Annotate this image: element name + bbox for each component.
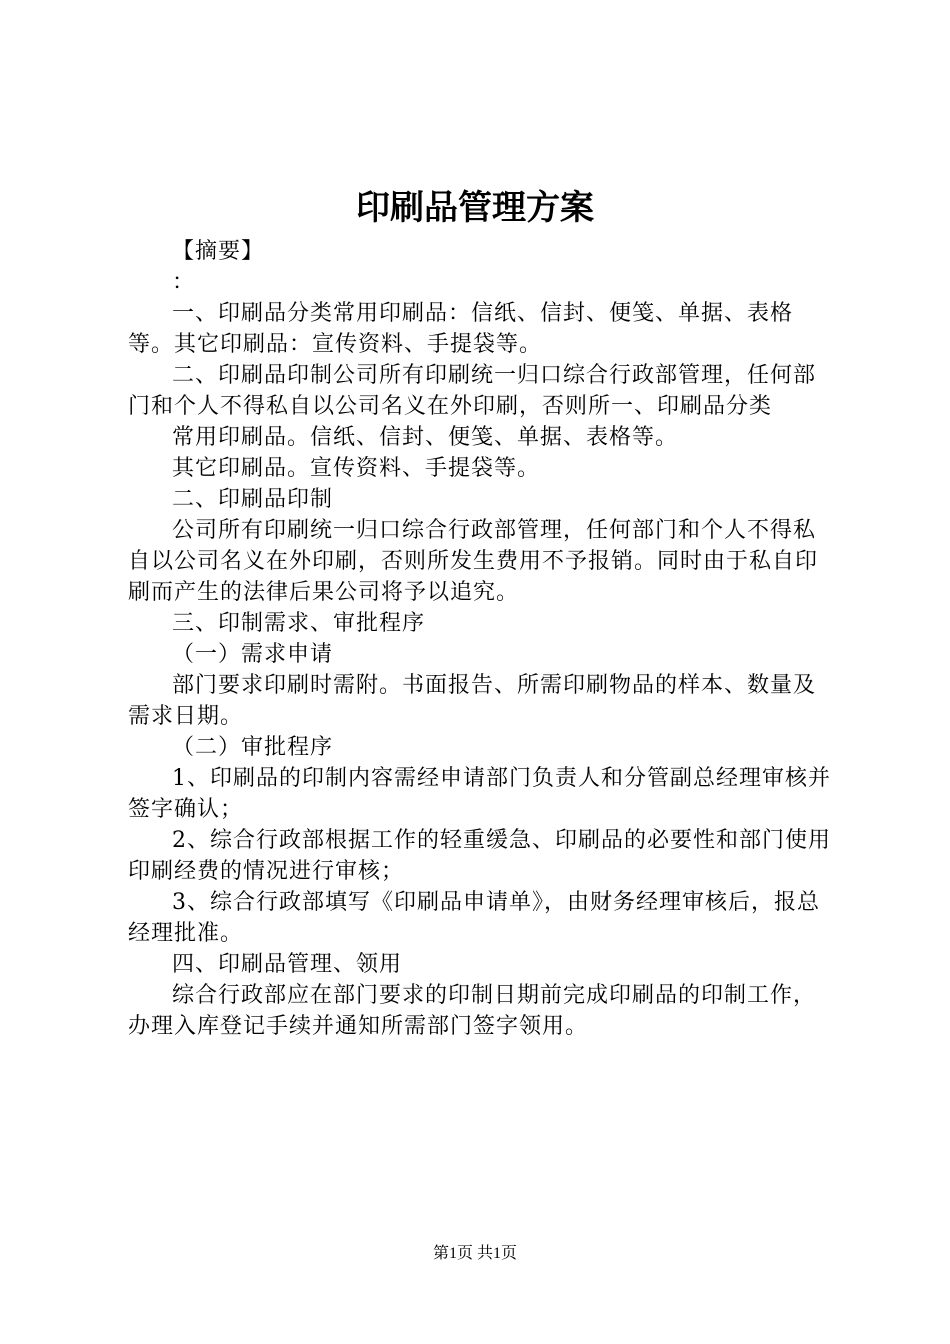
section-heading: 三、印制需求、审批程序 [172, 611, 426, 636]
paragraph: 部门要求印刷时需附。书面报告、所需印刷物品的样本、数量及需求日期。 [128, 673, 817, 729]
list-item: 3、综合行政部填写《印刷品申请单》，由财务经理审核后，报总经理批准。 [128, 890, 820, 946]
section-heading: 二、印刷品印制 [172, 487, 334, 512]
paragraph: 公司所有印刷统一归口综合行政部管理，任何部门和个人不得私自以公司名义在外印刷，否则所发生费用不予报销。同时由于私自印刷而产生的法律后果公司将予以追究。 [128, 518, 819, 605]
document-title: 印刷品管理方案 [356, 188, 594, 228]
paragraph: 综合行政部应在部门要求的印制日期前完成印刷品的印制工作，办理入库登记手续并通知所需部门签字领用。 [128, 983, 817, 1039]
paragraph-abstract-heading: 【摘要】 [172, 239, 265, 264]
list-item: 2、综合行政部根据工作的轻重缓急、印刷品的必要性和部门使用印刷经费的情况进行审核； [128, 828, 831, 884]
paragraph-colon: ： [172, 270, 196, 295]
paragraph: 一、印刷品分类常用印刷品：信纸、信封、便笺、单据、表格等。其它印刷品：宣传资料、手提袋等。 [128, 301, 794, 357]
paragraph: 二、印刷品印制公司所有印刷统一归口综合行政部管理，任何部门和个人不得私自以公司名义在外印刷，否则所一、印刷品分类 [128, 363, 817, 419]
subsection-heading: （一）需求申请 [172, 642, 334, 667]
subsection-heading: （二）审批程序 [172, 735, 334, 760]
document-body [128, 236, 834, 1042]
page-footer: 第1页 共1页 [432, 1245, 517, 1262]
list-item: 1、印刷品的印制内容需经申请部门负责人和分管副总经理审核并签字确认； [128, 766, 831, 822]
paragraph: 常用印刷品。信纸、信封、便笺、单据、表格等。 [172, 425, 679, 450]
section-heading: 四、印刷品管理、领用 [172, 952, 403, 977]
paragraph: 其它印刷品。宣传资料、手提袋等。 [172, 456, 541, 481]
